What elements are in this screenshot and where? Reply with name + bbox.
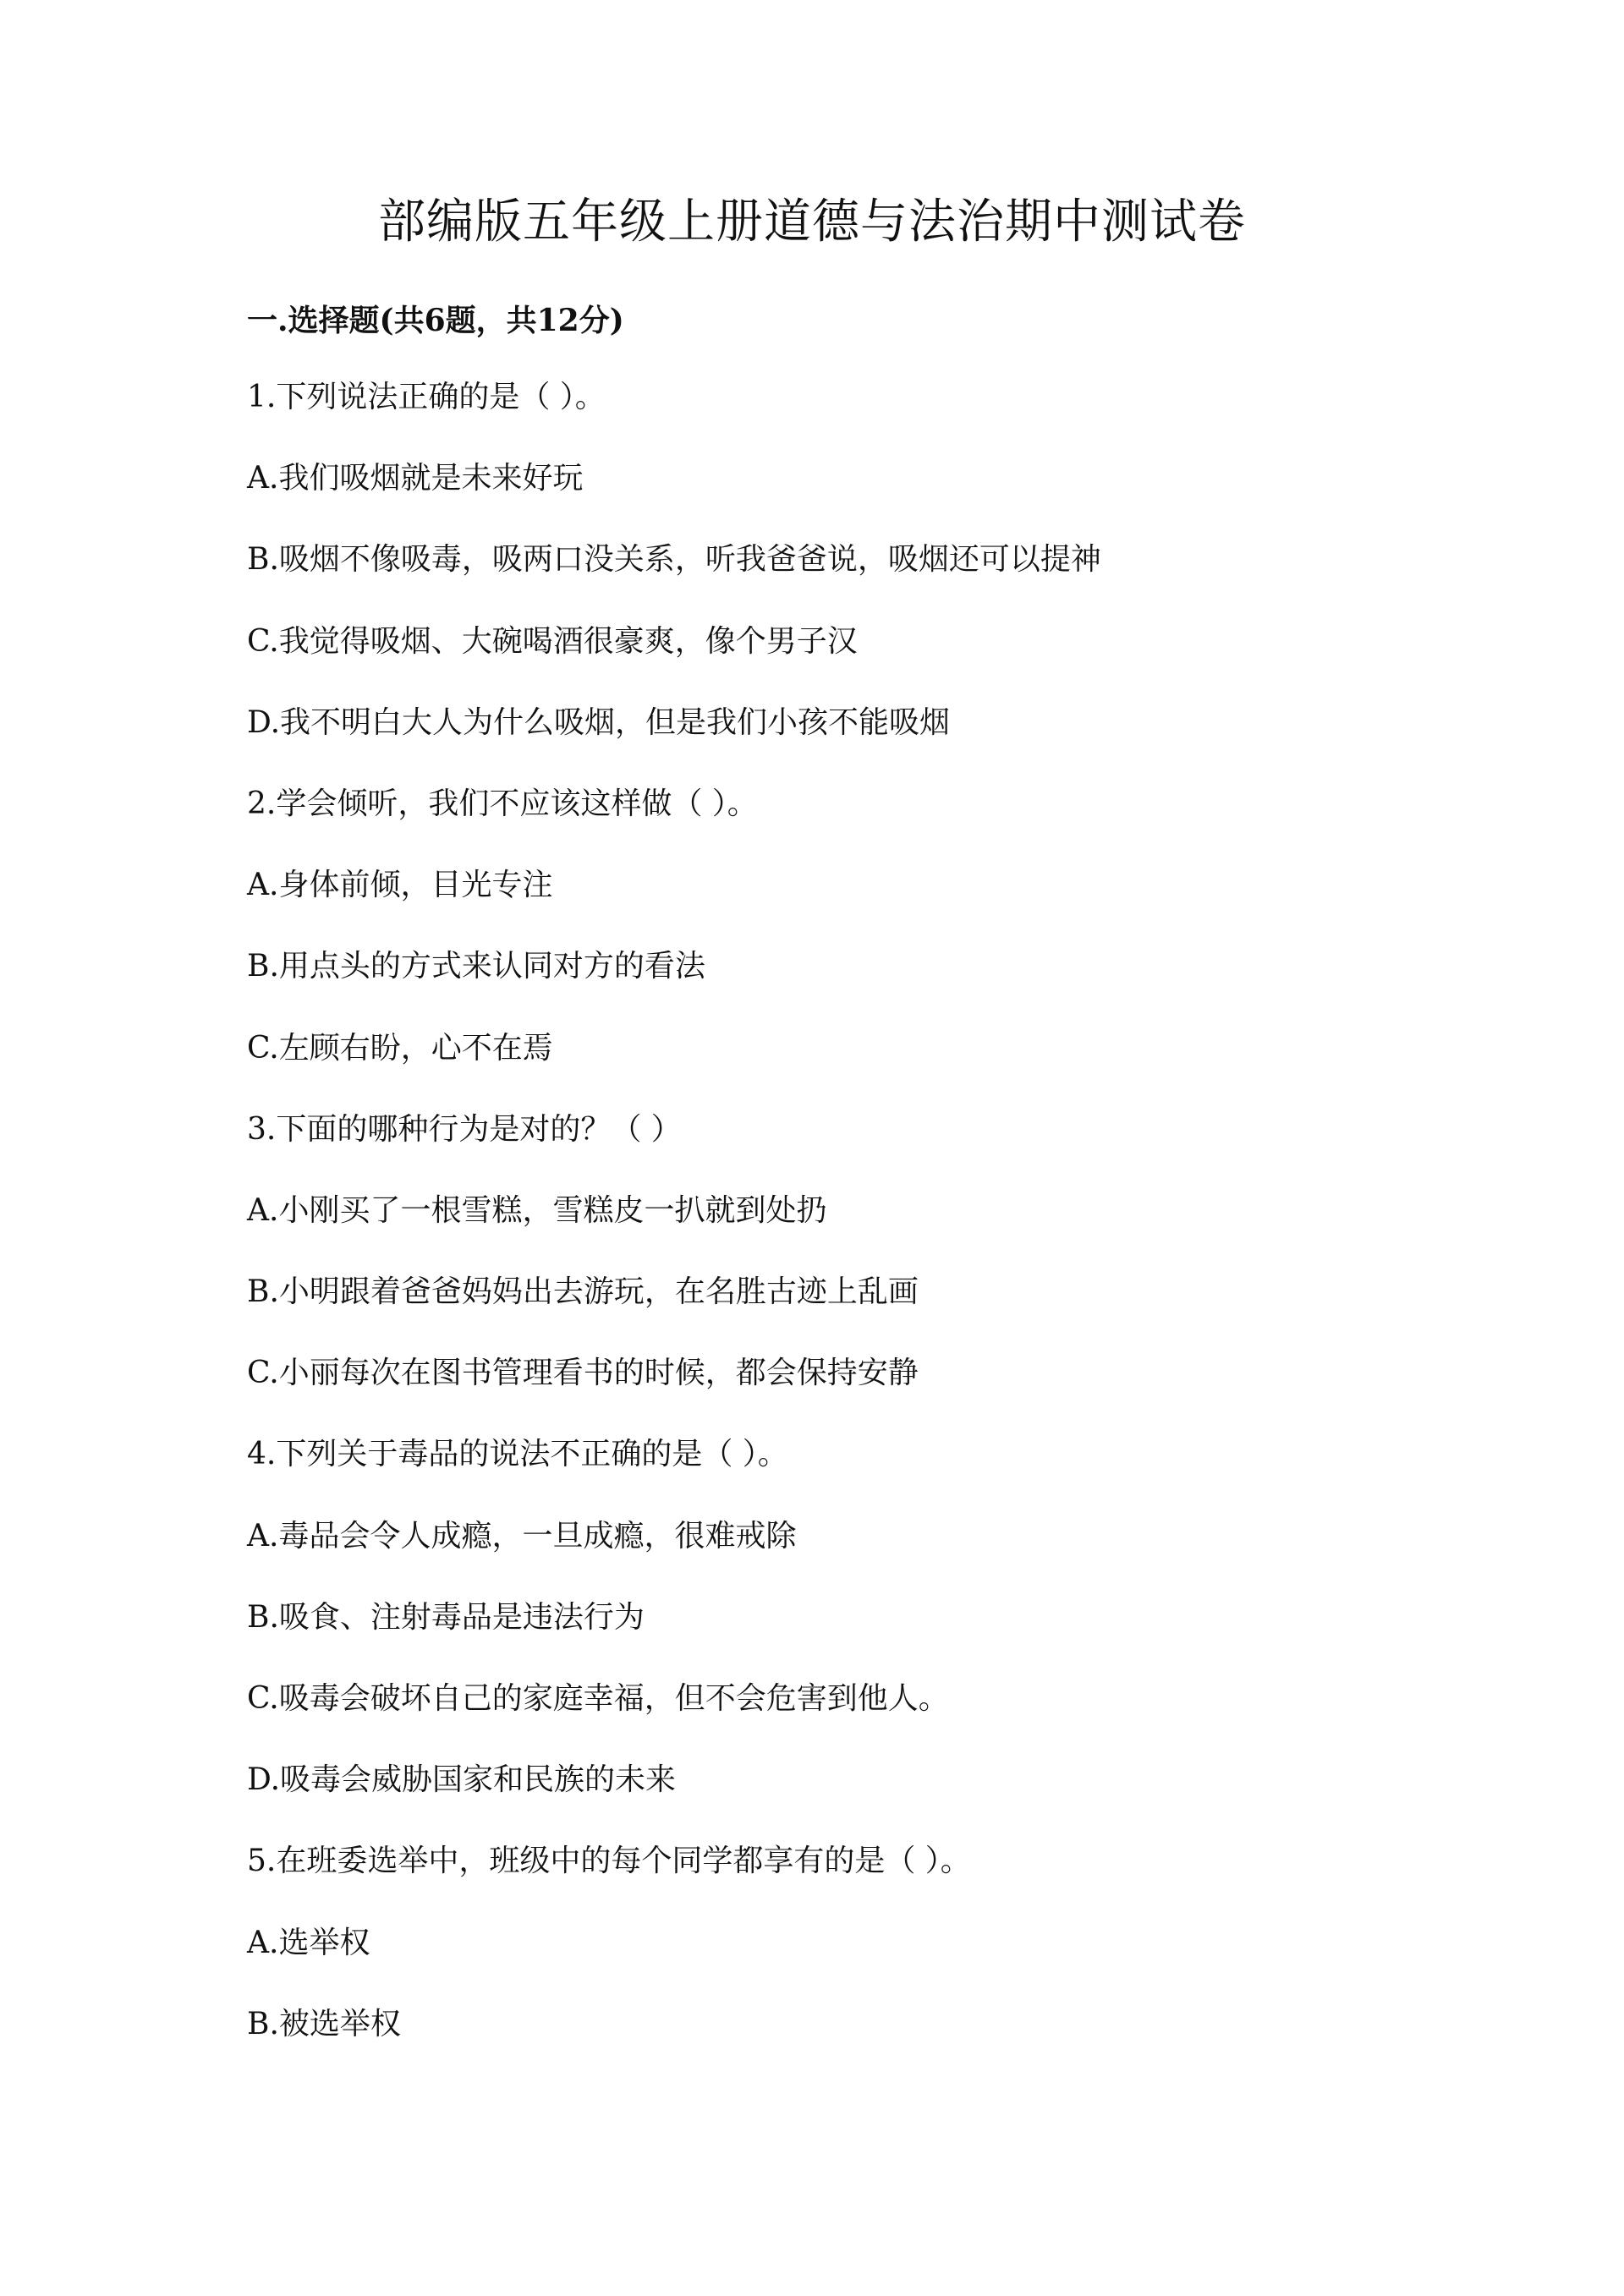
question-1-option-d: D.我不明白大人为什么吸烟，但是我们小孩不能吸烟 [247,704,951,740]
question-1-option-b: B.吸烟不像吸毒，吸两口没关系，听我爸爸说，吸烟还可以提神 [247,542,1101,578]
question-5-option-a: A.选举权 [247,1925,370,1960]
question-3-stem: 3.下面的哪种行为是对的？（ ） [247,1111,682,1147]
question-3-option-b: B.小明跟着爸爸妈妈出去游玩，在名胜古迹上乱画 [247,1274,919,1310]
question-1-stem: 1.下列说法正确的是（ ）。 [247,380,606,414]
question-2-option-a: A.身体前倾，目光专注 [247,868,553,903]
question-4-option-d: D.吸毒会威胁国家和民族的未来 [247,1762,677,1798]
question-5-stem: 5.在班委选举中，班级中的每个同学都享有的是（ ）。 [247,1844,971,1879]
question-2-option-b: B.用点头的方式来认同对方的看法 [247,949,705,984]
section-heading: 一.选择题(共6题，共12分) [247,303,624,338]
question-4-stem: 4.下列关于毒品的说法不正确的是（ ）。 [247,1437,788,1472]
question-2-option-c: C.左顾右盼，心不在焉 [247,1030,553,1066]
question-4-option-b: B.吸食、注射毒品是违法行为 [247,1599,645,1635]
question-3-option-a: A.小刚买了一根雪糕，雪糕皮一扒就到处扔 [247,1192,827,1228]
question-4-option-a: A.毒品会令人成瘾，一旦成瘾，很难戒除 [247,1518,797,1553]
question-2-stem: 2.学会倾听，我们不应该这样做（ ）。 [247,786,758,821]
question-5-option-b: B.被选举权 [247,2006,401,2041]
question-1-option-c: C.我觉得吸烟、大碗喝酒很豪爽，像个男子汉 [247,623,858,659]
question-4-option-c: C.吸毒会破坏自己的家庭幸福，但不会危害到他人。 [247,1681,949,1716]
question-list [247,379,1414,2087]
page-title: 部编版五年级上册道德与法治期中测试卷 [378,195,1246,249]
question-1-option-a: A.我们吸烟就是未来好玩 [247,461,584,496]
question-3-option-c: C.小丽每次在图书管理看书的时候，都会保持安静 [247,1356,919,1391]
